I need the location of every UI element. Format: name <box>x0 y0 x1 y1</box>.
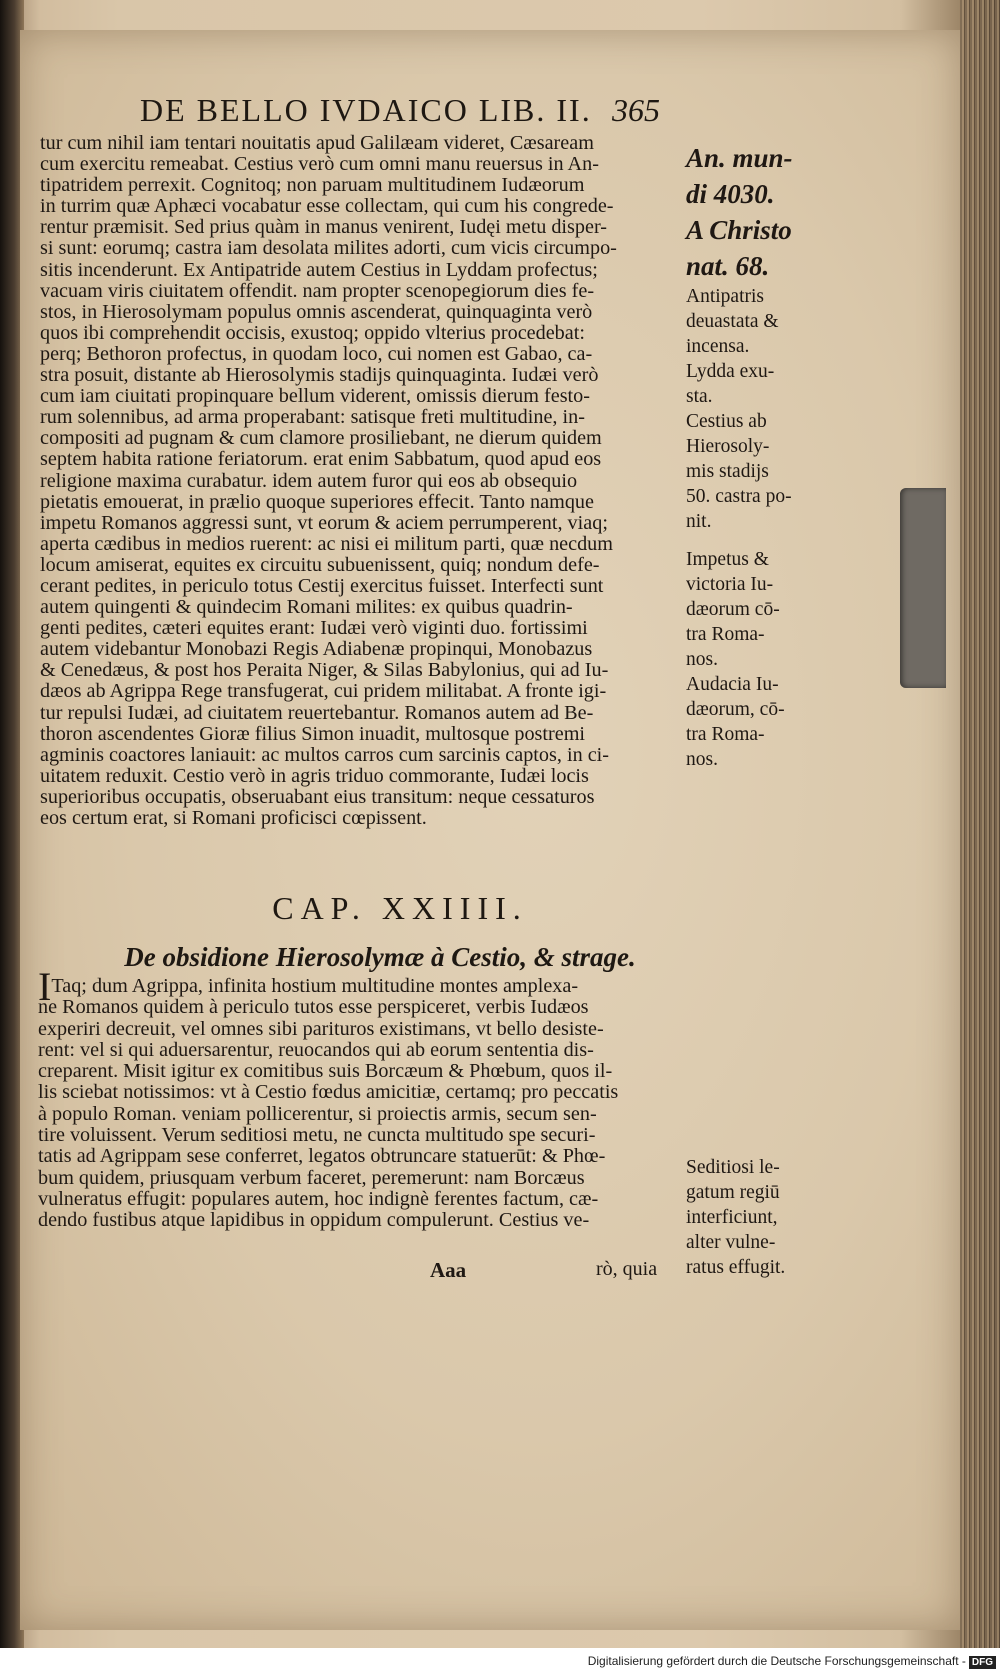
margin-note-line: nit. <box>686 511 712 532</box>
chapter-body-line: experiri decreuit, vel omnes sibi parituros existimans, vt bello desiste- <box>38 1017 604 1040</box>
body-text-line: superioribus occupatis, obseruabant eius transitum: neque cessaturos <box>40 785 595 808</box>
body-text-line: locum amiserat, equites ex circuitu subuenissent, quiq; nondum defe- <box>40 553 600 576</box>
bookmark-tab <box>900 488 946 688</box>
margin-note-line: nos. <box>686 649 718 670</box>
body-text-line: quos ibi comprehendit occisis, exustoq; oppido vlterius procedebat: <box>40 321 585 344</box>
chapter-body-line: ne Romanos quidem à periculo tutos esse perspiceret, verbis Iudæos <box>38 996 589 1019</box>
body-text-line: uitatem reduxit. Cestio verò in agris triduo commorante, Iudæi locis <box>40 764 589 787</box>
body-text-line: perq; Bethoron profectus, in quodam loco, cui nomen est Gabao, ca- <box>40 342 593 365</box>
body-text-line: tipatridem perrexit. Cognitoq; non paruam multitudinem Iudæorum <box>40 174 585 197</box>
body-text-line: autem videbantur Monobazi Regis Adiabenæ propinqui, Monobazus <box>40 638 593 661</box>
margin-note-line: dæorum cō- <box>686 599 780 620</box>
catchword: rò, quia <box>596 1258 658 1280</box>
margin-note-line: mis stadijs <box>686 461 769 482</box>
margin-note-line: nat. 68. <box>686 251 770 281</box>
chapter-body-text <box>38 964 678 1232</box>
margin-notes-bottom <box>686 1155 806 1280</box>
margin-note-line: Cestius ab <box>686 411 767 432</box>
margin-note-line: An. mun- <box>686 143 793 173</box>
body-text-line: religione maxima curabatur. idem autem furor qui eos ab obsequio <box>40 469 578 492</box>
body-text-line: dæos ab Agrippa Rege transfugerat, cui pridem militabat. A fronte igi- <box>40 680 607 703</box>
body-text-line: sitis incenderunt. Ex Antipatride autem Cestius in Lyddam profectus; <box>40 258 598 281</box>
body-text-line: septem habita ratione feriatorum. erat enim Sabbatum, quod apud eos <box>40 448 602 471</box>
page-stack-edge <box>960 0 1000 1648</box>
body-text-line: pietatis emouerat, in prælio quoque superiores effecit. Tanto namque <box>40 490 594 513</box>
body-text-line: stos, in Hierosolymam populus omnis ascenderat, quinquaginta verò <box>40 300 593 323</box>
body-text-line: rentur præmisit. Sed prius quàm in manus venirent, Iudęi metu disper- <box>40 216 607 239</box>
chapter-body-line: bum quidem, priusquam verbum faceret, peremerunt: nam Borcæus <box>38 1166 585 1189</box>
chapter-body-line: à populo Roman. veniam pollicerentur, si proiectis armis, secum sen- <box>38 1102 597 1125</box>
margin-note-line: victoria Iu- <box>686 574 774 595</box>
body-text-line: vacuam viris ciuitatem offendit. nam propter scenopegiorum dies fe- <box>40 279 595 302</box>
margin-note-line: Seditiosi le- <box>686 1157 780 1178</box>
chapter-body-line: tire voluissent. Verum seditiosi metu, ne cuncta multitudo spe securi- <box>38 1124 596 1147</box>
body-text-line: stra posuit, distante ab Hierosolymis stadijs quinquaginta. Iudæi verò <box>40 364 599 387</box>
body-text-line: aperta cædibus in medios ruerent: ac nisi ei militum parti, quæ necdum <box>40 532 613 555</box>
signature-mark: Aaa <box>430 1258 467 1282</box>
margin-note-line: gatum regiū <box>686 1182 780 1203</box>
body-text-line: in turrim quæ Aphæci vocabatur esse collectam, qui cum his congrede- <box>40 195 614 218</box>
margin-note-line: deuastata & <box>686 311 779 332</box>
margin-note-line: alter vulne- <box>686 1232 776 1253</box>
footer-credit <box>588 1654 996 1669</box>
margin-note-line: Impetus & <box>686 549 769 570</box>
body-text-line: agminis coactores laniauit: ac multos carros cum sarcinis captos, in ci- <box>40 743 609 766</box>
margin-note-line: di 4030. <box>686 179 775 209</box>
chapter-body-line: tatis ad Agrippam sese conferret, legatos obtruncare statuerūt: & Phœ- <box>38 1145 606 1168</box>
dfg-logo-icon: DFG <box>969 1656 996 1669</box>
margin-notes-top <box>686 140 806 534</box>
margin-note-line: Antipatris <box>686 286 764 307</box>
drop-capital: I <box>38 964 52 1009</box>
margin-note-line: nos. <box>686 749 718 770</box>
footer-credit-text: Digitalisierung gefördert durch die Deutsche Forschungsgemeinschaft - <box>587 1654 966 1668</box>
body-text-line: tur cum nihil iam tentari nouitatis apud Galilæam videret, Cæsaream <box>40 132 594 154</box>
margin-notes-mid <box>686 547 806 772</box>
chapter-body-line: rent: vel si qui aduersarentur, reuocandos qui ab eorum sententia dis- <box>38 1038 594 1061</box>
chapter-body-line: dendo fustibus atque lapidibus in oppidum compulerunt. Cestius ve- <box>38 1209 590 1232</box>
margin-note-line: Audacia Iu- <box>686 674 779 695</box>
margin-note-line: Lydda exu- <box>686 361 775 382</box>
body-text-line: cerant pedites, in periculo totus Cestij exercitus fuisset. Interfecti sunt <box>40 574 604 597</box>
body-text-line: genti pedites, cæteri equites erant: Iudæi verò viginti duo. fortissimi <box>40 617 588 640</box>
footer-bar <box>0 1648 1000 1676</box>
body-text-line: thoron ascendentes Gioræ filius Simon inuadit, multosque postremi <box>40 722 586 745</box>
body-text-line: compositi ad pugnam & cum clamore prosiliebant, ne dierum quidem <box>40 427 602 450</box>
body-text-line: cum iam ciuitati propinquare bellum viderent, omissis dierum festo- <box>40 385 590 408</box>
margin-note-line: A Christo <box>686 215 792 245</box>
body-text-line: rum solennibus, ad arma properabant: satisque freti multitudine, in- <box>40 406 585 429</box>
margin-note-line: Hierosoly- <box>686 436 770 457</box>
body-text-line: tur repulsi Iudæi, ad ciuitatem reuertebantur. Romanos autem ad Be- <box>40 701 594 724</box>
margin-note-line: interficiunt, <box>686 1207 778 1228</box>
body-text-block <box>40 133 680 829</box>
chapter-body-line: creparent. Misit igitur ex comitibus suis Borcæum & Phœbum, quos il- <box>38 1060 613 1083</box>
margin-note-line: sta. <box>686 386 713 407</box>
body-text-line: si sunt: eorumq; castra iam desolata milites adorti, cum vicis circumpo- <box>40 237 617 260</box>
margin-note-line: incensa. <box>686 336 750 357</box>
body-text-line: & Cenedæus, & post hos Peraita Niger, & Silas Babylonius, qui ad Iu- <box>40 659 609 682</box>
running-title: DE BELLO IVDAICO LIB. II. <box>140 92 592 128</box>
body-text-line: autem quingenti & quindecim Romani milites: ex quibus quadrin- <box>40 596 573 619</box>
margin-note-line: tra Roma- <box>686 624 765 645</box>
body-text-line: eos certum erat, si Romani proficisci cœpissent. <box>40 807 427 829</box>
margin-note-line: ratus effugit. <box>686 1257 786 1278</box>
margin-note-line: 50. castra po- <box>686 486 792 507</box>
body-text-line: cum exercitu remeabat. Cestius verò cum omni manu reuersus in An- <box>40 153 599 176</box>
chapter-heading: CAP. XXIIII. <box>272 890 528 926</box>
margin-note-line: tra Roma- <box>686 724 765 745</box>
margin-note-line: dæorum, cō- <box>686 699 785 720</box>
body-text-line: impetu Romanos aggressi sunt, vt eorum & aciem perrumperent, viaq; <box>40 511 608 534</box>
chapter-subtitle: De obsidione Hierosolymæ à Cestio, & strage. <box>124 942 636 972</box>
folio-number: 365 <box>612 92 660 128</box>
chapter-body-line: lis sciebat notissimos: vt à Cestio fœdus amicitiæ, certamq; pro peccatis <box>38 1081 619 1104</box>
chapter-body-line-text: Taq; dum Agrippa, infinita hostium multitudine montes amplexa- <box>51 975 579 997</box>
chapter-body-line: vulneratus effugit: populares autem, hoc indignè ferentes factum, cæ- <box>38 1187 599 1210</box>
